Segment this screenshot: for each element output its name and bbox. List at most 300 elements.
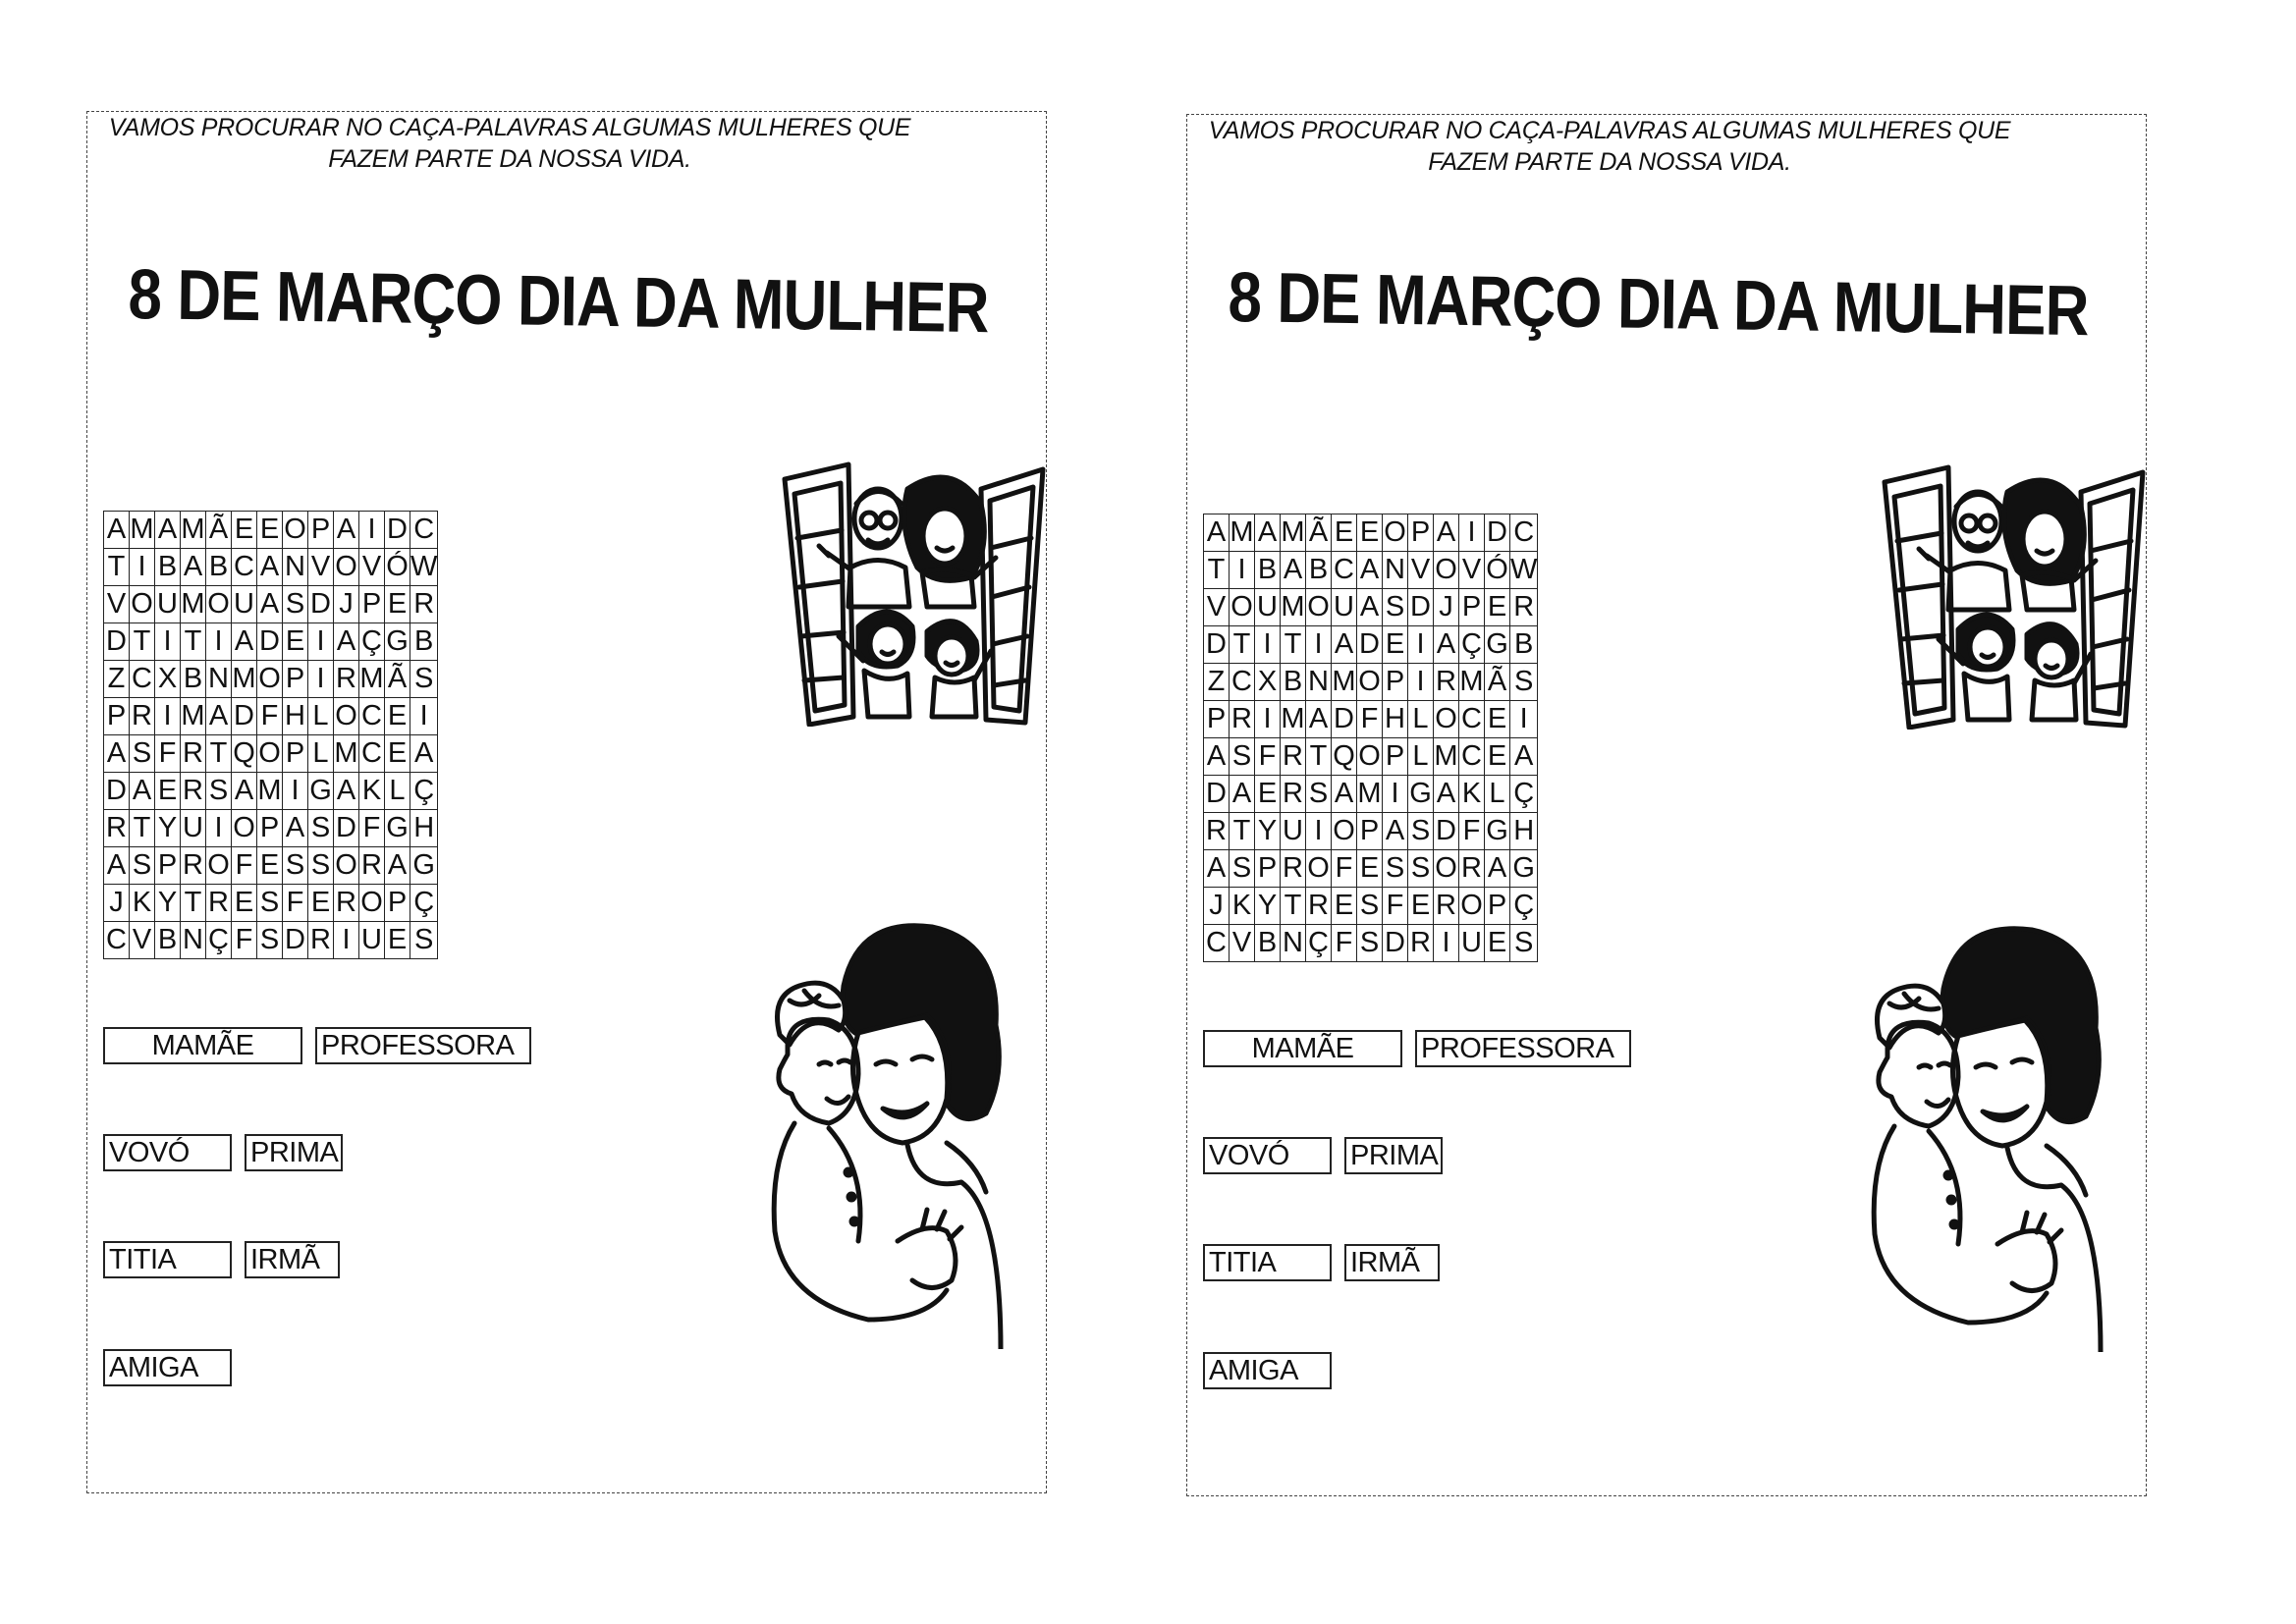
grid-cell: O: [334, 549, 359, 586]
grid-cell: A: [1204, 514, 1230, 552]
word-box-amiga: AMIGA: [1203, 1352, 1332, 1389]
word-box-vovo: VOVÓ: [103, 1134, 232, 1171]
grid-cell: C: [359, 698, 385, 735]
worksheet-title: 8 DE MARÇO DIA DA MULHER: [1228, 258, 2089, 352]
grid-row: [104, 549, 438, 586]
grid-cell: Ó: [385, 549, 410, 586]
grid-cell: O: [1306, 850, 1332, 888]
grid-cell: A: [1510, 738, 1538, 776]
grid-cell: P: [1383, 738, 1408, 776]
grid-cell: I: [1255, 626, 1281, 664]
grid-cell: A: [334, 512, 359, 549]
grid-cell: K: [130, 885, 155, 922]
grid-cell: F: [1255, 738, 1281, 776]
grid-cell: P: [1383, 664, 1408, 701]
grid-cell: T: [1230, 626, 1255, 664]
grid-cell: A: [334, 623, 359, 661]
grid-cell: Ç: [206, 922, 232, 959]
grid-cell: I: [1230, 552, 1255, 589]
grid-cell: A: [104, 512, 130, 549]
word-box-professora: PROFESSORA: [315, 1027, 531, 1064]
grid-cell: S: [308, 847, 334, 885]
grid-cell: F: [1332, 925, 1357, 962]
grid-cell: Ã: [1306, 514, 1332, 552]
grid-cell: R: [1408, 925, 1434, 962]
grid-cell: S: [1357, 888, 1383, 925]
grid-cell: E: [385, 735, 410, 773]
grid-cell: F: [232, 847, 257, 885]
grid-cell: Q: [232, 735, 257, 773]
grid-cell: R: [104, 810, 130, 847]
grid-cell: M: [1230, 514, 1255, 552]
grid-cell: O: [283, 512, 308, 549]
grid-cell: N: [1383, 552, 1408, 589]
grid-cell: C: [232, 549, 257, 586]
grid-cell: K: [359, 773, 385, 810]
grid-cell: U: [155, 586, 181, 623]
grid-cell: A: [334, 773, 359, 810]
grid-cell: Ã: [385, 661, 410, 698]
grid-cell: R: [1281, 738, 1306, 776]
mother-and-child-icon: [750, 917, 1015, 1349]
grid-cell: G: [1510, 850, 1538, 888]
grid-cell: B: [155, 922, 181, 959]
grid-cell: B: [1255, 925, 1281, 962]
grid-row: [104, 735, 438, 773]
grid-cell: E: [283, 623, 308, 661]
grid-cell: D: [232, 698, 257, 735]
grid-cell: J: [104, 885, 130, 922]
instruction-line-1: VAMOS PROCURAR NO CAÇA-PALAVRAS ALGUMAS MULHERES QUE: [108, 114, 911, 141]
grid-row: [1204, 552, 1538, 589]
word-box-titia: TITIA: [103, 1241, 232, 1278]
grid-cell: U: [1459, 925, 1485, 962]
grid-cell: M: [1281, 514, 1306, 552]
grid-cell: A: [1434, 514, 1459, 552]
grid-cell: D: [1408, 589, 1434, 626]
grid-cell: T: [1281, 888, 1306, 925]
grid-cell: R: [1281, 850, 1306, 888]
grid-cell: V: [308, 549, 334, 586]
grid-cell: O: [1357, 664, 1383, 701]
grid-cell: U: [1255, 589, 1281, 626]
grid-cell: E: [1485, 701, 1510, 738]
grid-cell: B: [155, 549, 181, 586]
grid-cell: I: [308, 661, 334, 698]
grid-cell: H: [410, 810, 438, 847]
grid-cell: A: [410, 735, 438, 773]
grid-cell: U: [232, 586, 257, 623]
grid-cell: B: [181, 661, 206, 698]
grid-cell: W: [1510, 552, 1538, 589]
grid-cell: T: [1306, 738, 1332, 776]
grid-row: [104, 698, 438, 735]
grid-cell: O: [257, 735, 283, 773]
grid-cell: L: [308, 735, 334, 773]
grid-cell: G: [385, 623, 410, 661]
grid-cell: T: [206, 735, 232, 773]
grid-cell: E: [1383, 626, 1408, 664]
grid-cell: A: [385, 847, 410, 885]
grid-cell: V: [130, 922, 155, 959]
grid-cell: Ç: [1510, 888, 1538, 925]
word-box-vovo: VOVÓ: [1203, 1137, 1332, 1174]
grid-cell: S: [308, 810, 334, 847]
grid-cell: M: [334, 735, 359, 773]
grid-cell: I: [1383, 776, 1408, 813]
grid-cell: B: [1306, 552, 1332, 589]
grid-row: [1204, 589, 1538, 626]
grid-cell: E: [1255, 776, 1281, 813]
grid-cell: O: [334, 847, 359, 885]
grid-row: [104, 847, 438, 885]
grid-cell: P: [1459, 589, 1485, 626]
grid-cell: D: [1383, 925, 1408, 962]
grid-cell: R: [1510, 589, 1538, 626]
grid-cell: O: [257, 661, 283, 698]
grid-cell: L: [1408, 701, 1434, 738]
grid-cell: A: [1255, 514, 1281, 552]
instruction-line-2: FAZEM PARTE DA NOSSA VIDA.: [1428, 148, 1791, 176]
grid-row: [1204, 888, 1538, 925]
grid-cell: E: [1357, 514, 1383, 552]
grid-cell: E: [257, 847, 283, 885]
grid-cell: R: [1434, 664, 1459, 701]
grid-cell: I: [1434, 925, 1459, 962]
word-search-grid: [103, 511, 438, 959]
grid-cell: D: [1332, 701, 1357, 738]
grid-cell: I: [359, 512, 385, 549]
grid-cell: O: [206, 847, 232, 885]
grid-cell: S: [1357, 925, 1383, 962]
grid-cell: A: [1281, 552, 1306, 589]
grid-cell: K: [1459, 776, 1485, 813]
grid-cell: C: [130, 661, 155, 698]
grid-cell: M: [181, 512, 206, 549]
grid-row: [104, 773, 438, 810]
grid-cell: E: [385, 586, 410, 623]
grid-cell: P: [1357, 813, 1383, 850]
grid-cell: F: [1383, 888, 1408, 925]
grid-cell: Ç: [1306, 925, 1332, 962]
grid-cell: R: [1230, 701, 1255, 738]
grid-cell: I: [283, 773, 308, 810]
grid-cell: U: [1332, 589, 1357, 626]
grid-cell: D: [1485, 514, 1510, 552]
instruction-line-2: FAZEM PARTE DA NOSSA VIDA.: [328, 145, 691, 173]
grid-cell: S: [1408, 850, 1434, 888]
grid-cell: A: [232, 623, 257, 661]
grid-cell: O: [1306, 589, 1332, 626]
grid-row: [1204, 850, 1538, 888]
grid-cell: S: [1383, 589, 1408, 626]
grid-cell: M: [181, 586, 206, 623]
grid-cell: I: [1306, 626, 1332, 664]
grid-cell: R: [334, 885, 359, 922]
word-search-grid: [1203, 514, 1538, 962]
grid-cell: Y: [155, 810, 181, 847]
grid-cell: B: [410, 623, 438, 661]
grid-cell: R: [1434, 888, 1459, 925]
grid-cell: S: [257, 922, 283, 959]
grid-cell: A: [1204, 850, 1230, 888]
grid-cell: R: [181, 735, 206, 773]
grid-cell: S: [1408, 813, 1434, 850]
grid-cell: R: [308, 922, 334, 959]
word-box-mamae: MAMÃE: [1203, 1030, 1402, 1067]
grid-cell: A: [130, 773, 155, 810]
grid-cell: R: [334, 661, 359, 698]
grid-cell: Ç: [359, 623, 385, 661]
grid-cell: G: [308, 773, 334, 810]
grid-cell: Ç: [1510, 776, 1538, 813]
grid-cell: F: [1459, 813, 1485, 850]
word-box-prima: PRIMA: [245, 1134, 343, 1171]
grid-cell: I: [1255, 701, 1281, 738]
grid-row: [104, 661, 438, 698]
grid-cell: P: [283, 661, 308, 698]
grid-cell: P: [359, 586, 385, 623]
grid-cell: B: [1510, 626, 1538, 664]
grid-cell: S: [283, 847, 308, 885]
grid-cell: M: [1281, 589, 1306, 626]
grid-cell: D: [104, 623, 130, 661]
grid-cell: A: [257, 586, 283, 623]
worksheet-card-left: [86, 111, 1047, 1493]
grid-cell: N: [1306, 664, 1332, 701]
grid-cell: I: [410, 698, 438, 735]
grid-cell: L: [308, 698, 334, 735]
grid-cell: Y: [1255, 813, 1281, 850]
grid-cell: E: [232, 512, 257, 549]
grid-row: [1204, 664, 1538, 701]
grid-cell: J: [1204, 888, 1230, 925]
instruction-line-1: VAMOS PROCURAR NO CAÇA-PALAVRAS ALGUMAS MULHERES QUE: [1208, 117, 2011, 144]
grid-cell: Y: [1255, 888, 1281, 925]
grid-cell: A: [257, 549, 283, 586]
grid-cell: R: [359, 847, 385, 885]
grid-cell: R: [181, 773, 206, 810]
grid-cell: L: [1408, 738, 1434, 776]
grid-row: [1204, 925, 1538, 962]
grid-cell: S: [130, 735, 155, 773]
grid-cell: U: [181, 810, 206, 847]
grid-cell: C: [1204, 925, 1230, 962]
grid-cell: S: [1383, 850, 1408, 888]
grid-cell: V: [104, 586, 130, 623]
word-box-irma: IRMÃ: [245, 1241, 340, 1278]
grid-cell: G: [385, 810, 410, 847]
grid-cell: G: [1485, 813, 1510, 850]
word-box-prima: PRIMA: [1344, 1137, 1443, 1174]
grid-cell: O: [1434, 552, 1459, 589]
grid-cell: T: [1281, 626, 1306, 664]
grid-cell: G: [410, 847, 438, 885]
grid-cell: Ç: [410, 885, 438, 922]
grid-cell: P: [1408, 514, 1434, 552]
grid-cell: E: [232, 885, 257, 922]
grid-cell: I: [1408, 664, 1434, 701]
grid-cell: E: [1332, 514, 1357, 552]
grid-cell: L: [1485, 776, 1510, 813]
grid-cell: O: [206, 586, 232, 623]
grid-cell: C: [1459, 738, 1485, 776]
grid-cell: I: [155, 698, 181, 735]
grid-row: [1204, 626, 1538, 664]
grid-cell: Ç: [410, 773, 438, 810]
grid-cell: E: [1408, 888, 1434, 925]
grid-cell: I: [1459, 514, 1485, 552]
grid-cell: D: [1434, 813, 1459, 850]
grid-row: [104, 586, 438, 623]
grid-cell: D: [257, 623, 283, 661]
word-box-professora: PROFESSORA: [1415, 1030, 1631, 1067]
grid-cell: S: [1230, 850, 1255, 888]
instruction-text: [87, 112, 932, 175]
grid-cell: O: [1332, 813, 1357, 850]
grid-cell: Y: [155, 885, 181, 922]
grid-cell: D: [1204, 626, 1230, 664]
grid-cell: R: [1459, 850, 1485, 888]
grid-cell: I: [130, 549, 155, 586]
grid-cell: O: [1230, 589, 1255, 626]
grid-cell: P: [104, 698, 130, 735]
grid-cell: C: [410, 512, 438, 549]
word-box-titia: TITIA: [1203, 1244, 1332, 1281]
grid-cell: A: [1383, 813, 1408, 850]
grid-row: [104, 885, 438, 922]
grid-row: [1204, 738, 1538, 776]
grid-cell: F: [359, 810, 385, 847]
mother-and-child-icon: [1850, 920, 2115, 1352]
grid-cell: D: [1204, 776, 1230, 813]
grid-cell: F: [232, 922, 257, 959]
grid-cell: J: [334, 586, 359, 623]
grid-cell: D: [104, 773, 130, 810]
grid-cell: M: [359, 661, 385, 698]
grid-cell: M: [1459, 664, 1485, 701]
grid-cell: A: [1204, 738, 1230, 776]
grid-cell: T: [181, 623, 206, 661]
grid-cell: R: [410, 586, 438, 623]
instruction-text: [1187, 115, 2032, 178]
grid-cell: A: [1357, 589, 1383, 626]
grid-cell: Ó: [1485, 552, 1510, 589]
grid-cell: M: [1281, 701, 1306, 738]
grid-cell: L: [385, 773, 410, 810]
grid-cell: C: [359, 735, 385, 773]
grid-cell: S: [206, 773, 232, 810]
grid-cell: D: [334, 810, 359, 847]
grid-cell: V: [1230, 925, 1255, 962]
grid-cell: C: [1459, 701, 1485, 738]
grid-cell: D: [308, 586, 334, 623]
grid-cell: D: [1357, 626, 1383, 664]
worksheet-title: 8 DE MARÇO DIA DA MULHER: [128, 255, 989, 349]
grid-cell: V: [359, 549, 385, 586]
grid-cell: Z: [104, 661, 130, 698]
grid-cell: Ç: [1459, 626, 1485, 664]
grid-row: [104, 512, 438, 549]
grid-cell: S: [130, 847, 155, 885]
worksheet-card-right: [1186, 114, 2147, 1496]
grid-cell: B: [1255, 552, 1281, 589]
grid-cell: A: [155, 512, 181, 549]
grid-cell: F: [257, 698, 283, 735]
grid-cell: T: [104, 549, 130, 586]
grid-cell: N: [181, 922, 206, 959]
grid-cell: V: [1459, 552, 1485, 589]
grid-cell: A: [283, 810, 308, 847]
grid-cell: T: [181, 885, 206, 922]
grid-cell: N: [283, 549, 308, 586]
grid-cell: H: [1383, 701, 1408, 738]
grid-cell: P: [1485, 888, 1510, 925]
grid-cell: S: [410, 661, 438, 698]
grid-cell: O: [334, 698, 359, 735]
grid-cell: Q: [1332, 738, 1357, 776]
grid-cell: R: [181, 847, 206, 885]
grid-cell: S: [1306, 776, 1332, 813]
grid-row: [104, 623, 438, 661]
grid-cell: E: [385, 698, 410, 735]
grid-cell: G: [1408, 776, 1434, 813]
grid-cell: O: [1383, 514, 1408, 552]
family-at-window-icon: [780, 460, 1047, 727]
grid-cell: R: [1281, 776, 1306, 813]
grid-cell: H: [283, 698, 308, 735]
grid-cell: O: [1434, 850, 1459, 888]
grid-cell: C: [1332, 552, 1357, 589]
grid-cell: M: [1332, 664, 1357, 701]
grid-cell: T: [130, 623, 155, 661]
grid-cell: M: [1434, 738, 1459, 776]
grid-row: [1204, 813, 1538, 850]
grid-cell: P: [308, 512, 334, 549]
grid-cell: O: [359, 885, 385, 922]
grid-cell: I: [206, 810, 232, 847]
grid-cell: R: [206, 885, 232, 922]
grid-cell: E: [1485, 925, 1510, 962]
grid-cell: A: [104, 847, 130, 885]
grid-cell: O: [1459, 888, 1485, 925]
grid-cell: V: [1204, 589, 1230, 626]
grid-cell: T: [1204, 552, 1230, 589]
family-at-window-icon: [1880, 462, 2147, 730]
grid-cell: E: [1332, 888, 1357, 925]
grid-row: [1204, 514, 1538, 552]
word-box-irma: IRMÃ: [1344, 1244, 1440, 1281]
grid-cell: E: [385, 922, 410, 959]
grid-cell: A: [232, 773, 257, 810]
grid-cell: N: [206, 661, 232, 698]
grid-cell: S: [410, 922, 438, 959]
grid-cell: F: [1357, 701, 1383, 738]
grid-cell: N: [1281, 925, 1306, 962]
grid-cell: R: [130, 698, 155, 735]
grid-cell: P: [385, 885, 410, 922]
grid-cell: A: [1332, 776, 1357, 813]
grid-cell: V: [1408, 552, 1434, 589]
grid-cell: T: [130, 810, 155, 847]
grid-cell: S: [283, 586, 308, 623]
grid-cell: W: [410, 549, 438, 586]
grid-cell: D: [385, 512, 410, 549]
grid-cell: I: [206, 623, 232, 661]
grid-cell: O: [1434, 701, 1459, 738]
grid-cell: E: [1485, 589, 1510, 626]
grid-cell: G: [1485, 626, 1510, 664]
